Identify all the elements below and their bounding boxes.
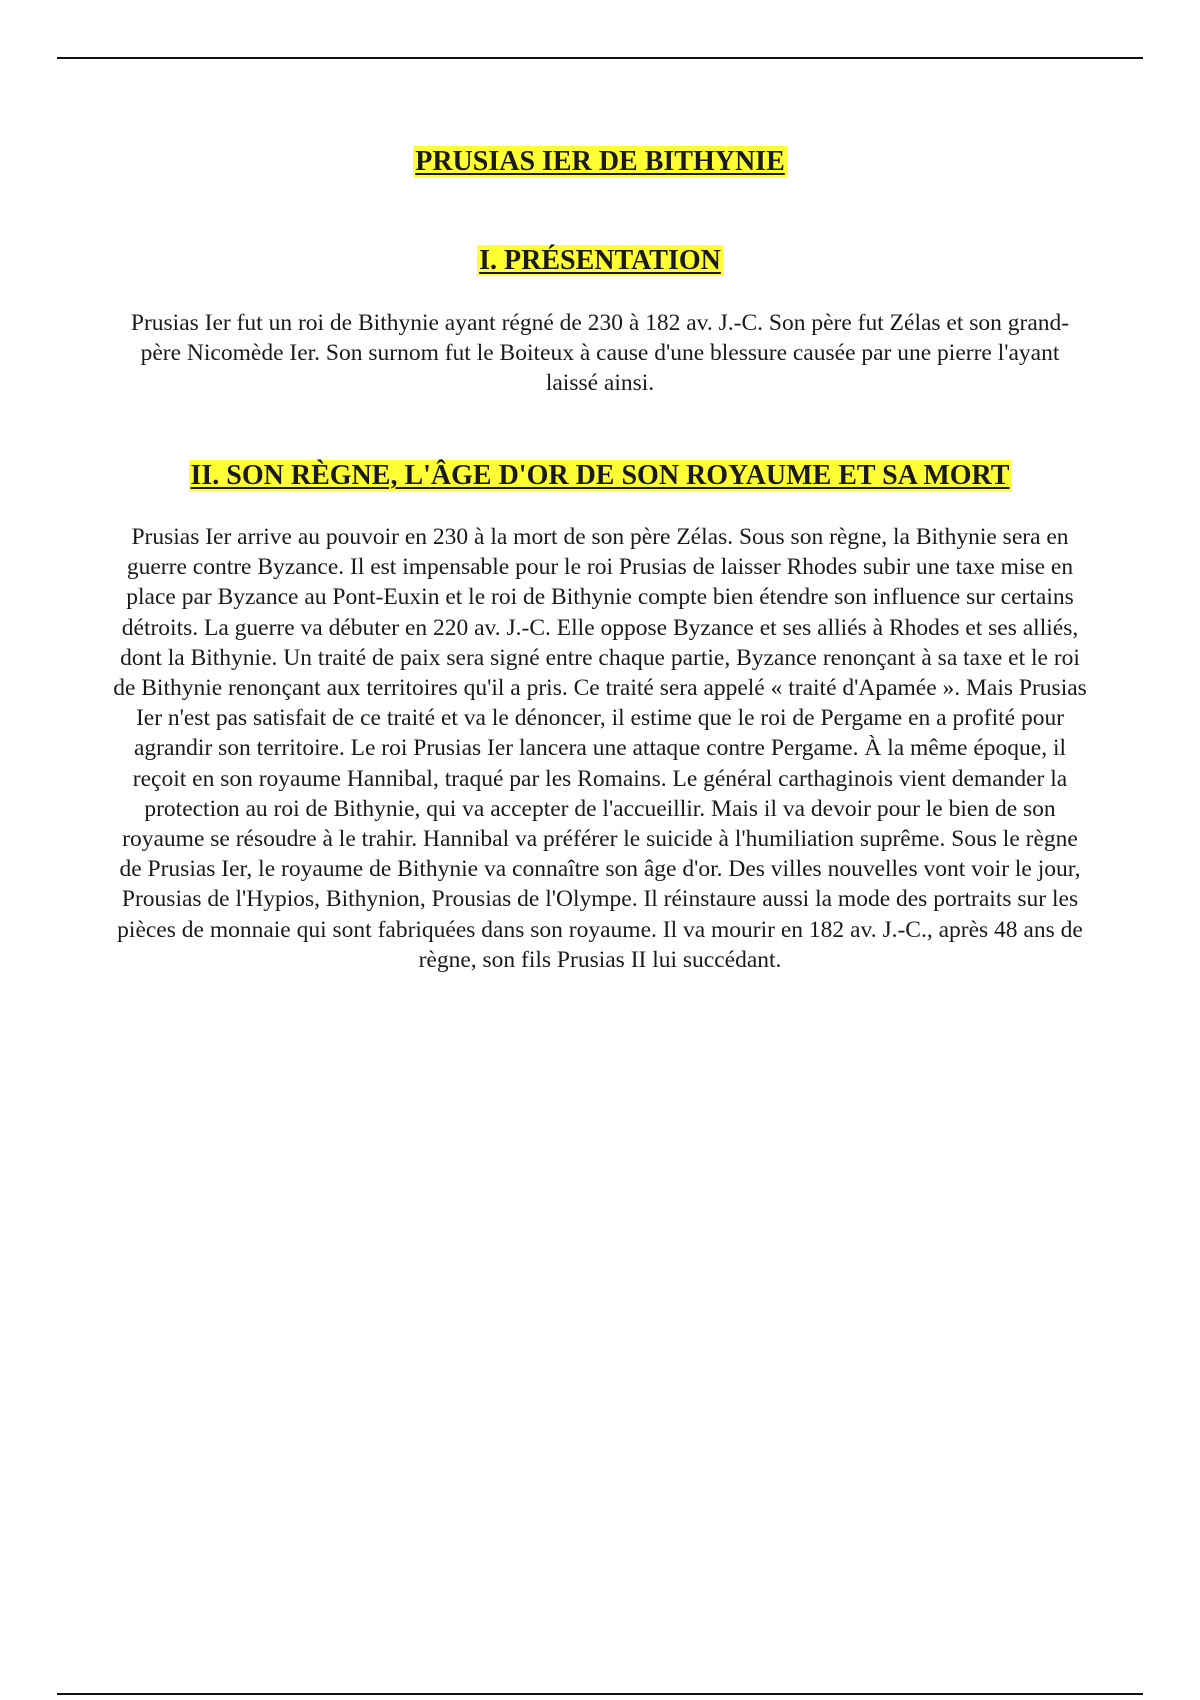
document-title-text: PRUSIAS IER DE BITHYNIE xyxy=(415,146,785,177)
section-heading-presentation-text: I. PRÉSENTATION xyxy=(479,245,721,276)
section-heading-regne xyxy=(0,458,1200,494)
section-heading-regne-text: II. SON RÈGNE, L'ÂGE D'OR DE SON ROYAUME ET SA MORT xyxy=(190,460,1010,491)
section-body-presentation: Prusias Ier fut un roi de Bithynie ayant régné de 230 à 182 av. J.-C. Son père fut Zélas et son grand-père Nicomède Ier. Son surnom fut le Boiteux à cause d'une blessure causée par une pierre l'ayant laissé ainsi. xyxy=(130,310,1070,397)
section-body-regne: Prusias Ier arrive au pouvoir en 230 à la mort de son père Zélas. Sous son règne, la Bithynie sera en guerre contre Byzance. Il est impensable pour le roi Prusias de laisser Rhodes subir une taxe mise en place par Byzance au Pont-Euxin et le roi de Bithynie compte bien étendre son influence sur certains détroits. La guerre va débuter en 220 av. J.-C. Elle oppose Byzance et ses alliés à Rhodes et ses alliés, dont la Bithynie. Un traité de paix sera signé entre chaque partie, Byzance renonçant à sa taxe et le roi de Bithynie renonçant aux territoires qu'il a pris. Ce traité sera appelé « traité d'Apamée ». Mais Prusias Ier n'est pas satisfait de ce traité et va le dénoncer, il estime que le roi de Pergame en a profité pour agrandir son territoire. Le roi Prusias Ier lancera une attaque contre Pergame. À la même époque, il reçoit en son royaume Hannibal, traqué par les Romains. Le général carthaginois vient demander la protection au roi de Bithynie, qui va accepter de l'accueillir. Mais il va devoir pour le bien de son royaume se résoudre à le trahir. Hannibal va préférer le suicide à l'humiliation suprême. Sous le règne de Prusias Ier, le royaume de Bithynie va connaître son âge d'or. Des villes nouvelles vont voir le jour, Prousias de l'Hypios, Bithynion, Prousias de l'Olympe. Il réinstaure aussi la mode des portraits sur les pièces de monnaie qui sont fabriquées dans son royaume. Il va mourir en 182 av. J.-C., après 48 ans de règne, son fils Prusias II lui succédant. xyxy=(113,524,1087,973)
bottom-rule xyxy=(57,1693,1143,1695)
section-heading-presentation xyxy=(0,243,1200,279)
top-rule xyxy=(57,57,1143,59)
document-title xyxy=(0,144,1200,180)
